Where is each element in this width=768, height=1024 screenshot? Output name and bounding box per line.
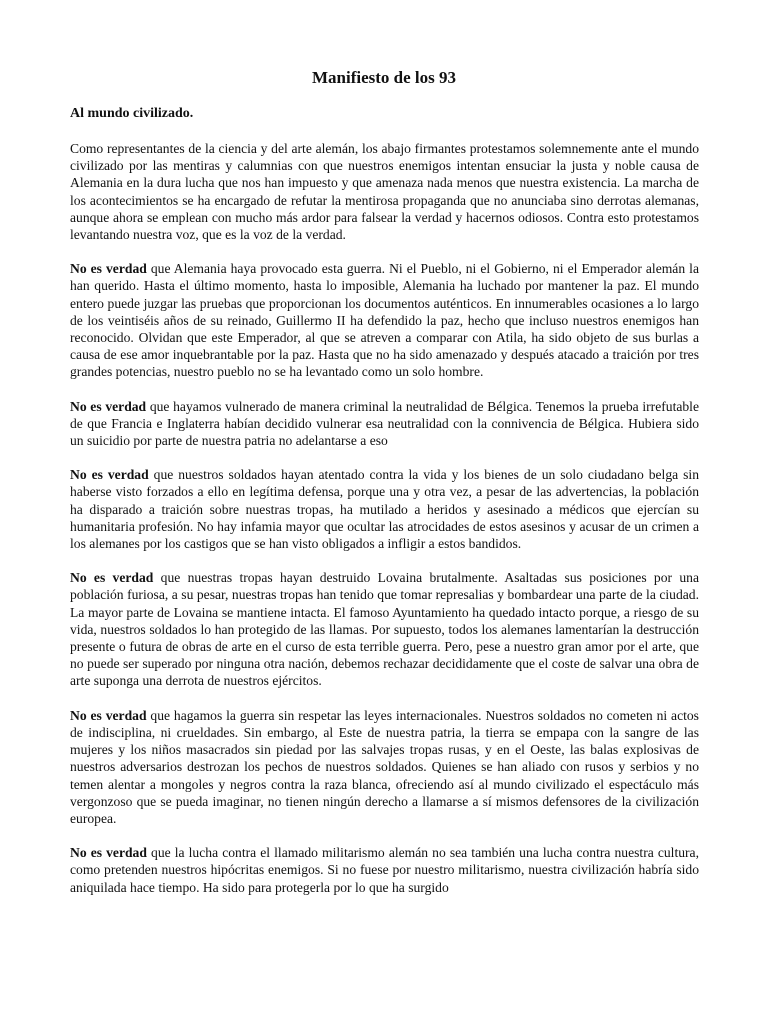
intro-paragraph: Como representantes de la ciencia y del arte alemán, los abajo firmantes protestamos solemnemente ante el mundo civilizado por las mentiras y calumnias con que nuestros enemigos intentan ensuciar la justa y noble causa de Alemania en la dura lucha que nos han impuesto y que amenaza nada menos que nuestra existencia. La marcha de los acontecimientos se ha encargado de refutar la mentirosa propaganda que no anunciaba sino derrotas alemanas, aunque ahora se emplean con mucho más ardor para falsear la verdad y hacernos odiosos. Contra esto protestamos levantando nuestra voz, que es la voz de la verdad. xyxy=(70,141,699,243)
page-title: Manifiesto de los 93 xyxy=(311,68,457,87)
paragraph-6 xyxy=(70,844,699,896)
paragraph-5 xyxy=(70,707,699,827)
paragraph-text: que hayamos vulnerado de manera criminal la neutralidad de Bélgica. Tenemos la prueba irrefutable de que Francia e Inglaterra habían decidido vulnerar esa neutralidad con la connivencia de Bélgica. Hubiera sido un suicidio por parte de nuestra patria no adelantarse a eso xyxy=(70,398,699,449)
paragraph-lead: No es verdad xyxy=(70,398,147,414)
paragraph-text: que nuestras tropas hayan destruido Lovaina brutalmente. Asaltadas sus posiciones por una población furiosa, a su pesar, nuestras tropas han tenido que tomar represalias y bombardear una parte de la ciudad. La mayor parte de Lovaina se mantiene intacta. El famoso Ayuntamiento ha quedado intacto porque, a riesgo de su vida, nuestros soldados lo han protegido de las llamas. Por supuesto, todos los alemanes lamentarían la destrucción presente o futura de obras de arte en el curso de esta terrible guerra. Pero, pese a nuestro gran amor por el arte, que no puede ser superado por ninguna otra nación, debemos rechazar decididamente que el coste de salvar una obra de arte suponga una derrota de nuestros ejércitos. xyxy=(70,570,699,689)
paragraph-1 xyxy=(70,260,699,380)
paragraph-2 xyxy=(70,398,699,450)
paragraph-lead: No es verdad xyxy=(70,707,147,723)
paragraph-lead: No es verdad xyxy=(70,570,154,586)
document-body xyxy=(70,140,699,913)
paragraph-text: que hagamos la guerra sin respetar las leyes internacionales. Nuestros soldados no cometen ni actos de indisciplina, ni crueldades. Sin embargo, al Este de nuestra patria, la tierra se empapa con la sangre de las mujeres y los niños masacrados sin piedad por las salvajes tropas rusas, y en el Oeste, las balas explosivas de nuestros adversarios destrozan los pechos de nuestros soldados. Quienes se han aliado con rusos y serbios y no temen alentar a mongoles y negros contra la raza blanca, ofreciendo así al mundo civilizado el espectáculo más vergonzoso que se pueda imaginar, no tienen ningún derecho a llamarse a sí mismos defensores de la civilización europea. xyxy=(70,707,699,826)
salutation: Al mundo civilizado. xyxy=(70,106,194,121)
paragraph-text: que Alemania haya provocado esta guerra. Ni el Pueblo, ni el Gobierno, ni el Emperador alemán la han querido. Hasta el último momento, hasta lo imposible, Alemania ha luchado por mantener la paz. El mundo entero puede juzgar las pruebas que proporcionan los documentos auténticos. En innumerables ocasiones a lo largo de los veintiséis años de su reinado, Guillermo II ha defendido la paz, hecho que incluso nuestros enemigos han reconocido. Olvidan que este Emperador, al que se atreven a comparar con Atila, ha sido objeto de sus burlas a causa de ese amor inquebrantable por la paz. Hasta que no ha sido amenazado y después atacado a traición por tres grandes potencias, nuestro pueblo no se ha levantado como un solo hombre. xyxy=(70,261,699,380)
paragraph-4 xyxy=(70,569,699,689)
paragraph-lead: No es verdad xyxy=(70,261,147,277)
paragraph-lead: No es verdad xyxy=(70,467,149,483)
paragraph-lead: No es verdad xyxy=(70,845,147,861)
paragraph-3 xyxy=(70,466,699,552)
paragraph-text: que la lucha contra el llamado militarismo alemán no sea también una lucha contra nuestra cultura, como pretenden nuestros hipócritas enemigos. Si no fuese por nuestro militarismo, nuestra civilización habría sido aniquilada hace tiempo. Ha sido para protegerla por lo que ha surgido xyxy=(70,845,699,895)
paragraph-text: que nuestros soldados hayan atentado contra la vida y los bienes de un solo ciudadano belga sin haberse visto forzados a ello en legítima defensa, porque una y otra vez, a pesar de las advertencias, la población ha disparado a traición sobre nuestras tropas, ha mutilado a heridos y asesinado a médicos que ejercían su humanitaria profesión. No hay infamia mayor que ocultar las atrocidades de estos asesinos y acusar de un crimen a los alemanes por los castigos que se han visto obligados a infligir a estos bandidos. xyxy=(70,467,699,552)
